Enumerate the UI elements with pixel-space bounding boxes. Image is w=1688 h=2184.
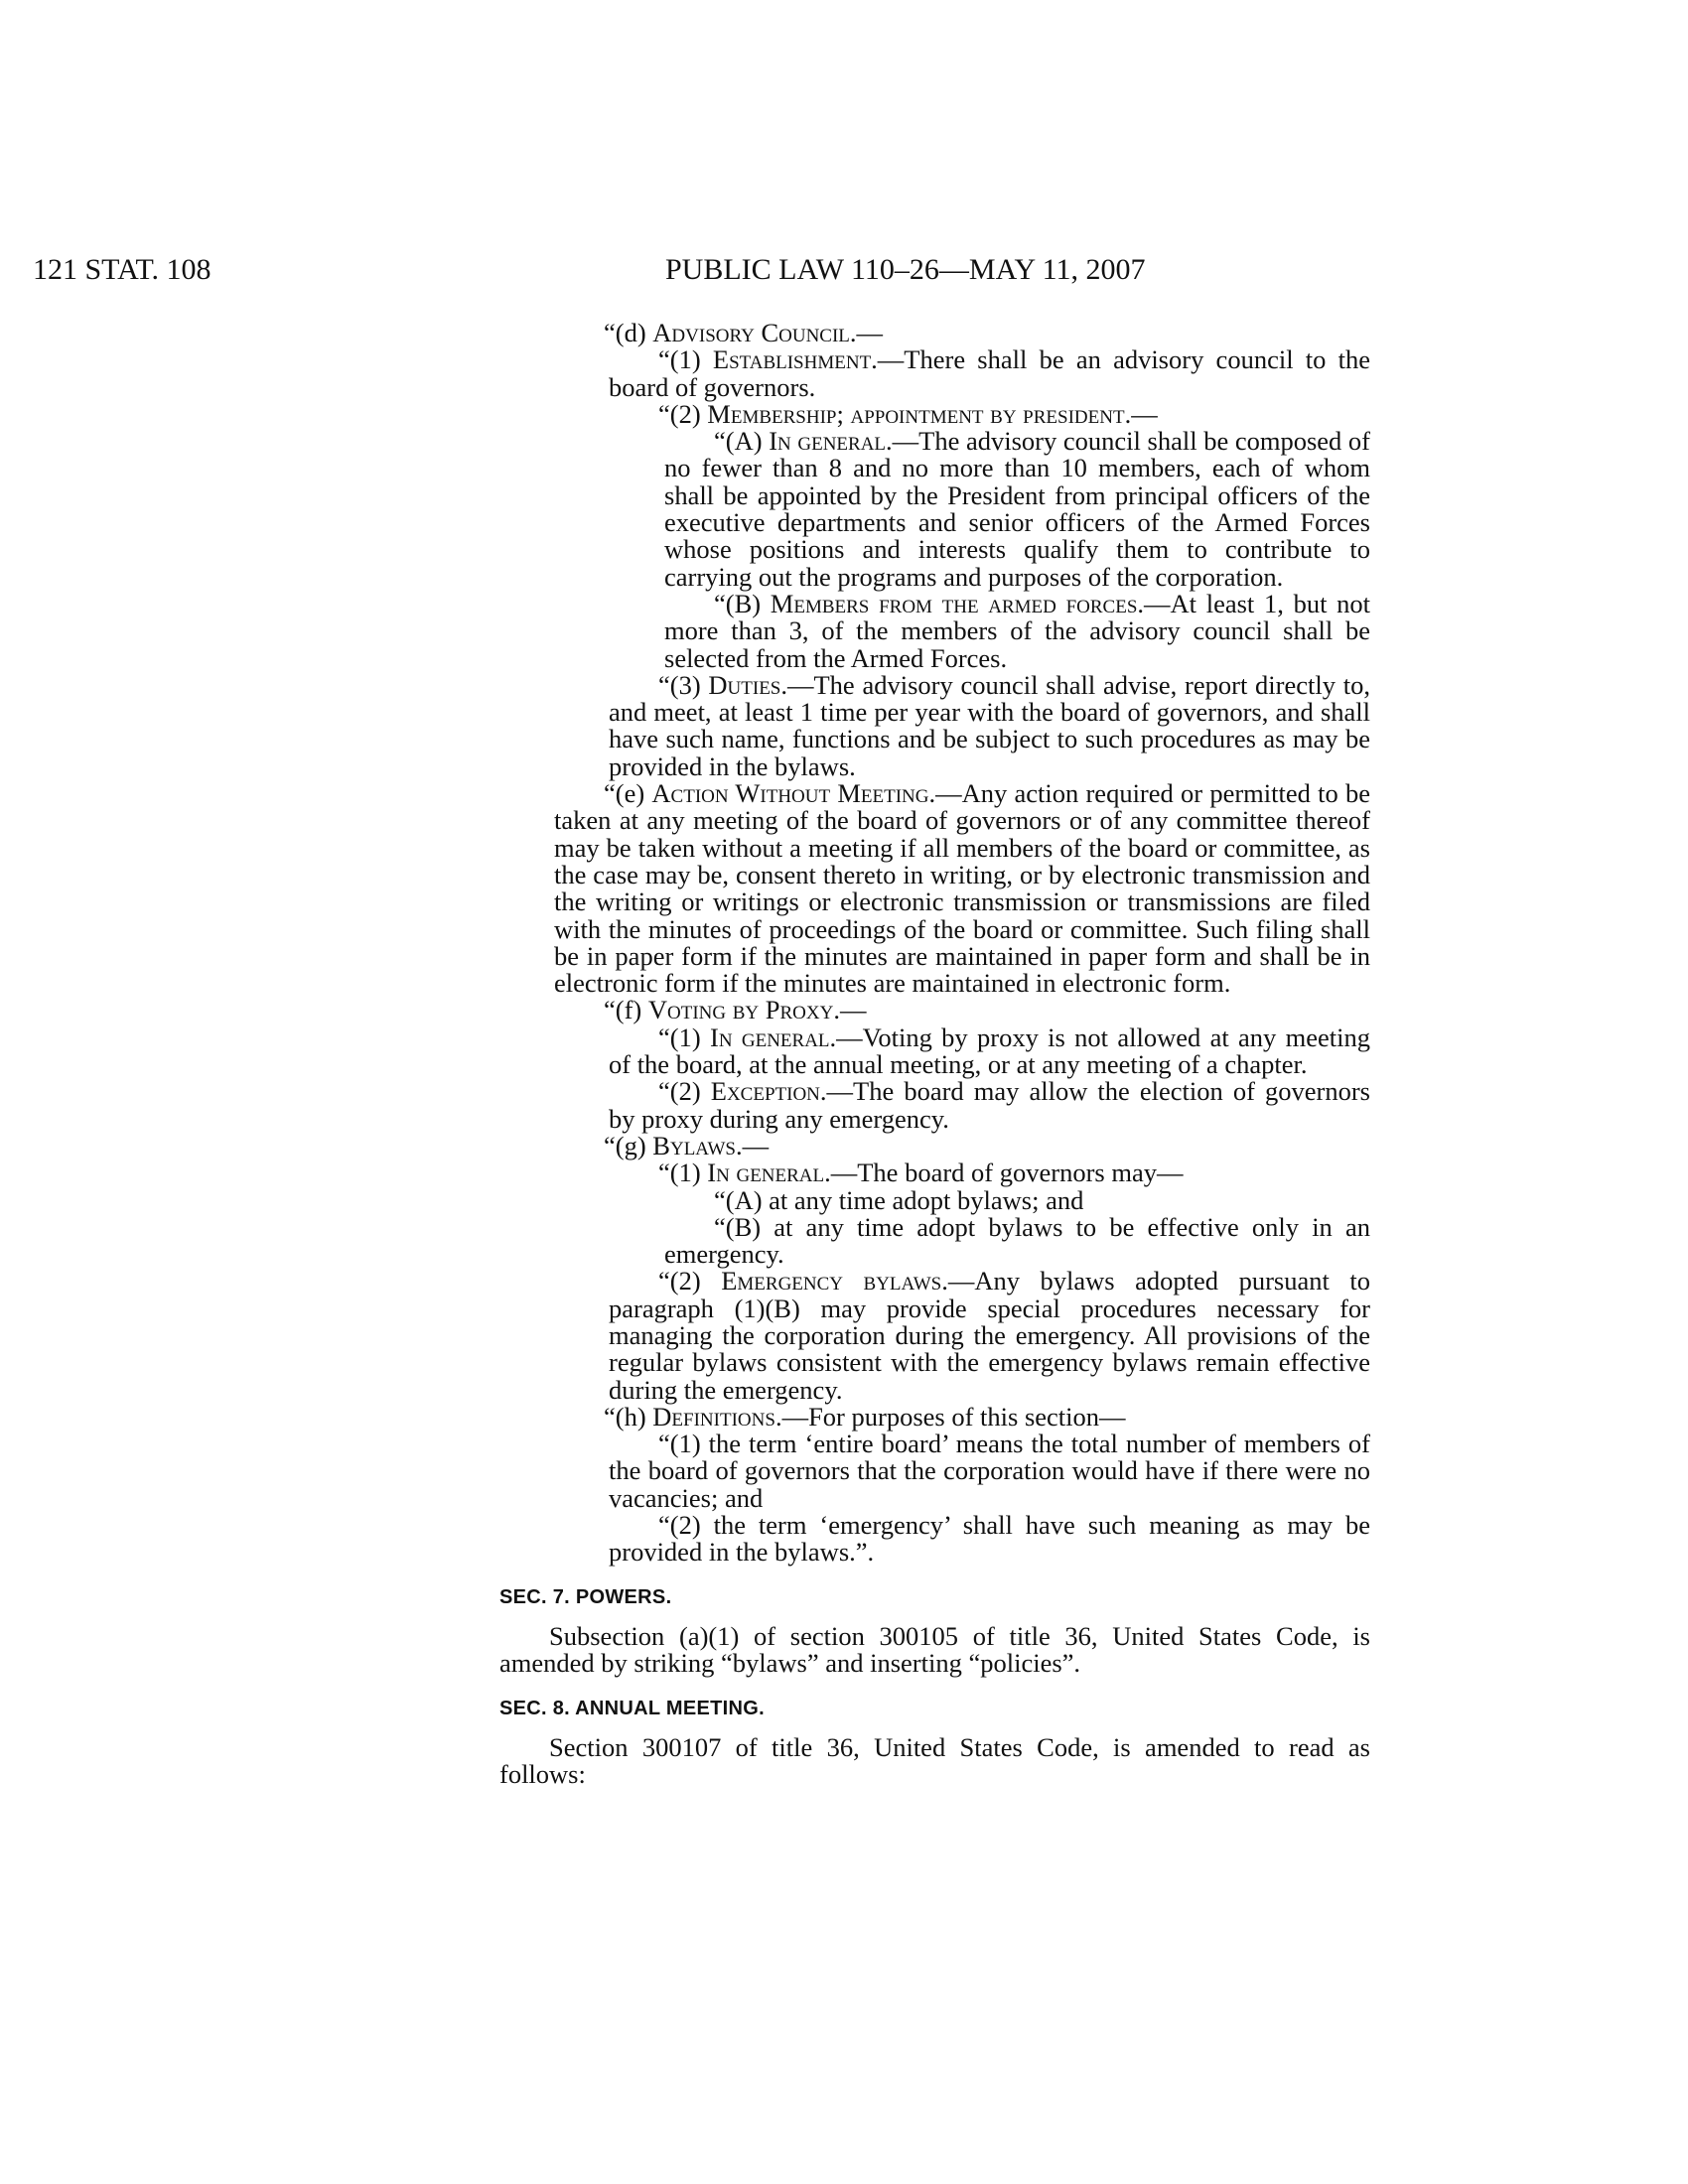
paragraph-h2: “(2) the term ‘emergency’ shall have such meaning as may be provided in the bylaws.”.	[609, 1510, 1370, 1568]
running-title: PUBLIC LAW 110–26—MAY 11, 2007	[665, 253, 1146, 286]
subparagraph-d2a: “(A) In general.—The advisory council shall be composed of no fewer than 8 and no more than 10 members, each of whom shall be appointed by the President from principal officers of the executive departments and senior officers of the Armed Forces whose positions and interests qualify them to contribute to carrying out the programs and purposes of the corporation.	[664, 426, 1370, 592]
section-7-heading: SEC. 7. POWERS.	[499, 1585, 672, 1608]
subsection-f: “(f) Voting by Proxy.—	[604, 995, 867, 1025]
paragraph-g2: “(2) Emergency bylaws.—Any bylaws adopted pursuant to paragraph (1)(B) may provide special procedures necessary for managing the corporation during the emergency. All provisions of the regular bylaws consistent with the emergency bylaws remain effective during the emergency.	[609, 1266, 1370, 1405]
subparagraph-d2b: “(B) Members from the armed forces.—At least 1, but not more than 3, of the members of the advisory council shall be selected from the Armed Forces.	[664, 588, 1370, 673]
subsection-g: “(g) Bylaws.—	[604, 1130, 770, 1160]
subsection-e: “(e) Action Without Meeting.—Any action required or permitted to be taken at any meeting of the board of governors or of any committee thereof may be taken without a meeting if all members of the board or committee, as the case may be, consent thereto in writing, or by electronic transmission and the writing or writings or electronic transmission or transmissions are filed with the minutes of proceedings of the board or committee. Such filing shall be in paper form if the minutes are maintained in paper form and shall be in electronic form if the minutes are maintained in electronic form.	[554, 778, 1370, 999]
paragraph-d2: “(2) Membership; appointment by president.—	[658, 398, 1158, 429]
paragraph-d3: “(3) Duties.—The advisory council shall advise, report directly to, and meet, at least 1 time per year with the board of governors, and shall have such name, functions and be subject to such procedures as may be provided in the bylaws.	[609, 669, 1370, 781]
paragraph-g1: “(1) In general.—The board of governors may—	[658, 1158, 1184, 1188]
subsection-h: “(h) Definitions.—For purposes of this section—	[604, 1401, 1126, 1432]
paragraph-f1: “(1) In general.—Voting by proxy is not allowed at any meeting of the board, at the annual meeting, or at any meeting of a chapter.	[609, 1022, 1370, 1080]
section-8-heading: SEC. 8. ANNUAL MEETING.	[499, 1697, 765, 1719]
subparagraph-g1b: “(B) at any time adopt bylaws to be effective only in an emergency.	[664, 1211, 1370, 1270]
section-8-text: Section 300107 of title 36, United States Code, is amended to read as follows:	[499, 1731, 1370, 1790]
subsection-d: “(d) Advisory Council.—	[604, 318, 884, 347]
paragraph-d1: “(1) Establishment.—There shall be an advisory council to the board of governors.	[609, 344, 1370, 402]
page-header	[0, 253, 1688, 293]
stat-citation: 121 STAT. 108	[33, 253, 211, 286]
document-body	[499, 320, 1370, 1788]
paragraph-f2: “(2) Exception.—The board may allow the election of governors by proxy during any emergency.	[609, 1076, 1370, 1134]
subparagraph-g1a: “(A) at any time adopt bylaws; and	[714, 1184, 1084, 1215]
paragraph-h1: “(1) the term ‘entire board’ means the total number of members of the board of governors that the corporation would have if there were no vacancies; and	[609, 1429, 1370, 1513]
section-7-text: Subsection (a)(1) of section 300105 of title 36, United States Code, is amended by striking “bylaws” and inserting “policies”.	[499, 1620, 1370, 1679]
